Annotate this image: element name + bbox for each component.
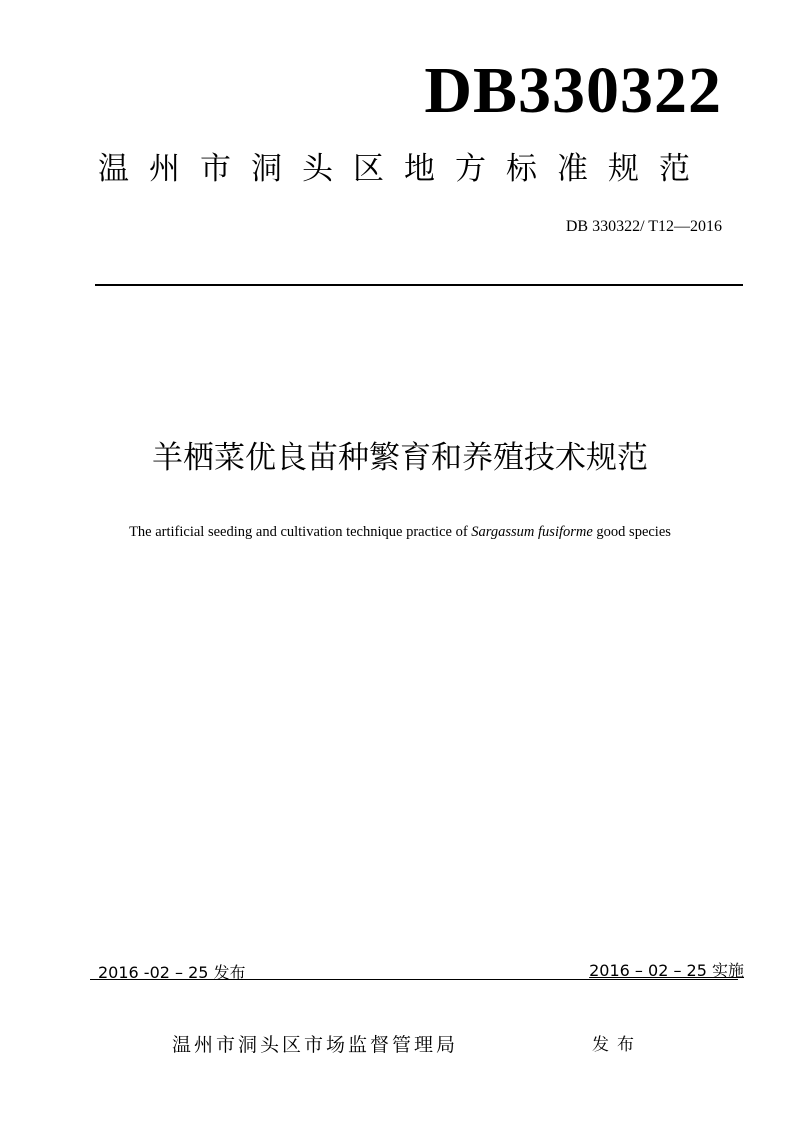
issue-action-label: 发布 <box>592 1035 642 1055</box>
title-en-prefix: The artificial seeding and cultivation technique practice of <box>129 524 472 540</box>
title-en-species: Sargassum fusiforme <box>471 524 593 540</box>
document-title-english <box>0 524 800 541</box>
header-divider <box>95 284 743 286</box>
implementation-date: 2016 – 02 – 25 实施 <box>589 961 744 980</box>
standard-code-heading: DB330322 <box>424 54 722 127</box>
footer-divider <box>90 979 738 980</box>
standard-type-heading: 温州市洞头区地方标准规范 <box>98 151 710 187</box>
title-en-suffix: good species <box>592 524 671 540</box>
standard-number: DB 330322/ T12—2016 <box>565 218 722 235</box>
document-title: 羊栖菜优良苗种繁育和养殖技术规范 <box>152 440 648 476</box>
issue-date: 2016 -02 – 25 发布 <box>98 963 246 982</box>
issuing-authority: 温州市洞头区市场监督管理局 <box>172 1034 459 1056</box>
